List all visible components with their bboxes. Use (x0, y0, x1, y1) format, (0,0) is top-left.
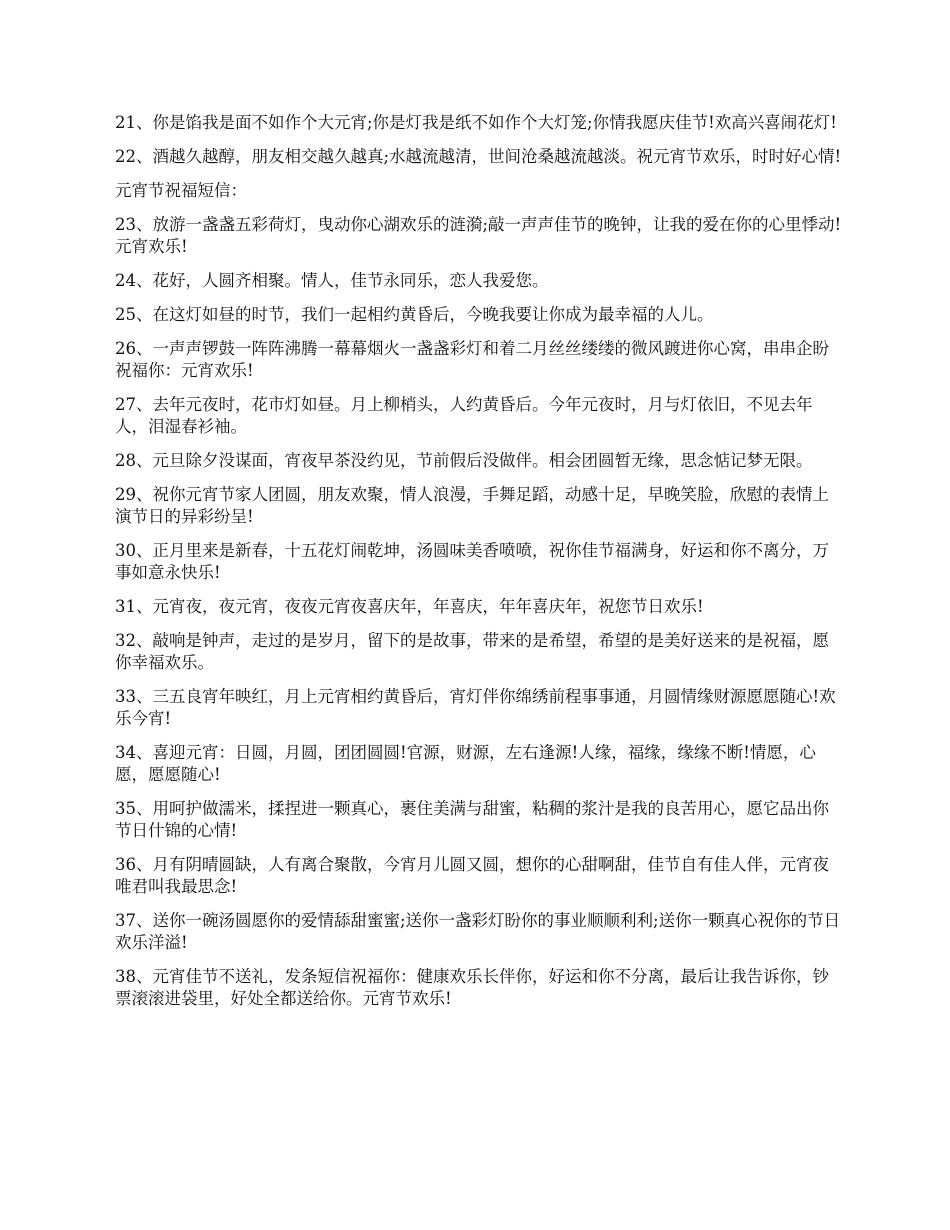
section-heading: 元宵节祝福短信： (115, 181, 247, 200)
paragraph-31: 31、元宵夜，夜元宵，夜夜元宵夜喜庆年，年喜庆，年年喜庆年，祝您节日欢乐! (115, 597, 704, 616)
paragraph-36: 36、月有阴晴圆缺，人有离合聚散，今宵月儿圆又圆，想你的心甜啊甜，佳节自有佳人伴，元宵夜唯君叫我最思念! (115, 855, 829, 896)
paragraph-37: 37、送你一碗汤圆愿你的爱情舔甜蜜蜜;送你一盏彩灯盼你的事业顺顺利利;送你一颗真心祝你的节日欢乐洋溢! (115, 911, 841, 952)
paragraph-33: 33、三五良宵年映红，月上元宵相约黄昏后，宵灯伴你绵绣前程事事通，月圆情缘财源愿愿随心!欢乐今宵! (115, 687, 836, 728)
paragraph-32: 32、敲响是钟声，走过的是岁月，留下的是故事，带来的是希望，希望的是美好送来的是祝福，愿你幸福欢乐。 (115, 631, 829, 672)
paragraph-29: 29、祝你元宵节家人团圆，朋友欢聚，情人浪漫，手舞足蹈，动感十足，早晚笑脸，欣慰的表情上演节日的异彩纷呈! (115, 485, 829, 526)
paragraph-25: 25、在这灯如昼的时节，我们一起相约黄昏后，今晚我要让你成为最幸福的人儿。 (115, 305, 714, 324)
paragraph-35: 35、用呵护做濡米，揉捏进一颗真心，裹住美满与甜蜜，粘稠的浆汁是我的良苦用心，愿它品出你节日什锦的心情! (115, 799, 829, 840)
paragraph-24: 24、花好，人圆齐相聚。情人，佳节永同乐，恋人我爱您。 (115, 271, 549, 290)
paragraph-26: 26、一声声锣鼓一阵阵沸腾一幕幕烟火一盏盏彩灯和着二月丝丝缕缕的微风踱进你心窝，串串企盼祝福你：元宵欢乐! (115, 339, 829, 380)
paragraph-38: 38、元宵佳节不送礼，发条短信祝福你：健康欢乐长伴你，好运和你不分离，最后让我告诉你，钞票滚滚进袋里，好处全都送给你。元宵节欢乐! (115, 967, 829, 1008)
paragraph-22: 22、酒越久越醇，朋友相交越久越真;水越流越清，世间沧桑越流越淡。祝元宵节欢乐，时时好心情! (115, 147, 842, 166)
paragraph-30: 30、正月里来是新春，十五花灯闹乾坤，汤圆味美香喷喷，祝你佳节福满身，好运和你不离分，万事如意永快乐! (115, 541, 829, 582)
paragraph-34: 34、喜迎元宵：日圆，月圆，团团圆圆!官源，财源，左右逢源!人缘，福缘，缘缘不断!情愿，心愿，愿愿随心! (115, 743, 816, 784)
paragraph-27: 27、去年元夜时，花市灯如昼。月上柳梢头，人约黄昏后。今年元夜时，月与灯依旧，不见去年人，泪湿春衫袖。 (115, 395, 813, 436)
document-body (115, 112, 845, 1022)
paragraph-28: 28、元旦除夕没谋面，宵夜早茶没约见，节前假后没做伴。相会团圆暂无缘，思念惦记梦无限。 (115, 451, 813, 470)
paragraph-23: 23、放游一盏盏五彩荷灯，曳动你心湖欢乐的涟漪;敲一声声佳节的晚钟，让我的爱在你的心里悸动!元宵欢乐! (115, 215, 842, 256)
paragraph-21: 21、你是馅我是面不如作个大元宵;你是灯我是纸不如作个大灯笼;你情我愿庆佳节!欢高兴喜闹花灯! (115, 113, 837, 132)
